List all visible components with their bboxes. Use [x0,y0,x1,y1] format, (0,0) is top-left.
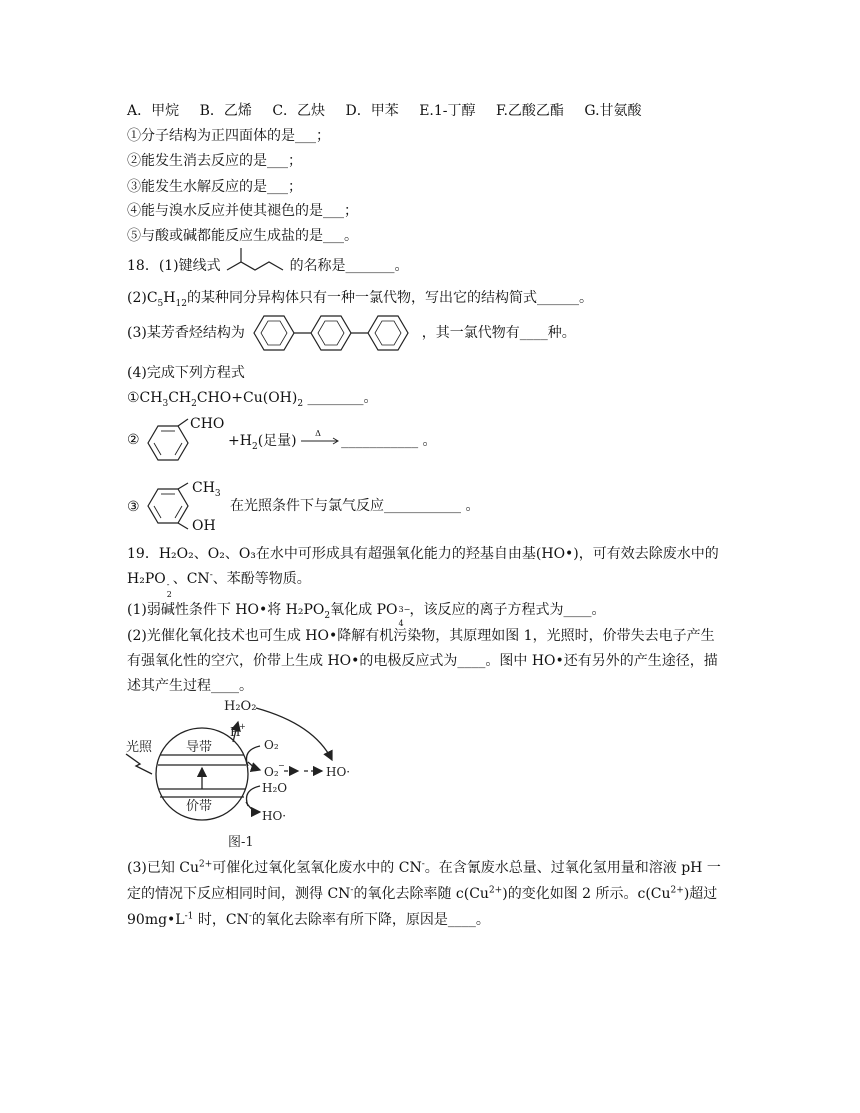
q18-p1-prefix: 18．(1)键线式 [127,258,221,274]
skeletal-formula [225,256,285,276]
q18-p2-b: H [163,290,176,306]
p3-l2-a: 定的情况下反应相同时间，测得 CN [127,886,351,902]
p3-l1-a: (3)已知 Cu [127,860,200,876]
p3-l3-sup2: - [248,911,252,922]
q19-p2-line2: 有强氧化性的空穴，价带上生成 HO•的电极反应式为____。图中 HO•还有另外的产生途径，描 [127,653,718,669]
p3-l1-c: 。在含氰废水总量、过氧化氢用量和溶液 pH 一 [424,860,721,876]
option-c: C．乙炔 [272,103,326,119]
ch3-text: CH [192,480,215,496]
option-d: D．甲苯 [345,103,399,119]
q18-p2-c: 的某种同分异构体只有一种一氯代物，写出它的结构简式______。 [186,290,593,306]
arrow-icon [301,434,341,448]
p3-l3-c: 的氧化去除率有所下降，原因是____。 [251,912,490,928]
conduction-band-label: 导带 [186,740,213,755]
terphenyl-icon [249,311,417,355]
p1-b: 氧化成 PO [330,602,398,618]
eq1-s3: 2 [297,398,304,409]
eq2-cho: CHO [190,416,225,432]
hplus-sup: + [239,722,246,731]
q19-p3-line1 [127,858,721,878]
q18-part3 [127,323,576,343]
eq2-s: 2 [251,441,258,452]
q17-item-1: ①分子结构为正四面体的是___； [127,128,330,144]
p1-c: ，该反应的离子方程式为____。 [409,602,606,618]
q18-p2-sub2: 12 [175,298,187,309]
figure-caption: 图-1 [228,835,254,850]
q18-eq3-num: ③ [127,499,140,515]
eq1-s1: 3 [162,398,169,409]
intro2-c: 、苯酚等物质。 [212,571,311,587]
terphenyl-structure [249,323,417,343]
h2o2-label: H₂O₂ [224,699,257,714]
q18-eq3-text: 在光照条件下与氯气反应___________ 。 [230,498,480,514]
light-label: 光照 [126,740,153,755]
heat-arrow [301,429,341,448]
eq1-b: CH [168,390,192,406]
eq2-a: +H [228,433,252,449]
q18-p2-a: (2)C [127,290,158,306]
p3-l1-sup2: - [421,859,425,870]
p3-l1-b: 可催化过氧化氢氧化废水中的 CN [212,860,422,876]
q17-item-2: ②能发生消去反应的是___； [127,153,302,169]
q18-p3-prefix: (3)某芳香烃结构为 [127,325,245,341]
photocatalysis-diagram [118,694,358,854]
q18-eq2 [228,431,437,451]
p3-l3-sup: -1 [184,911,194,922]
p3-l3-b: 时，CN [193,912,249,928]
p3-l2-b: 的氧化去除率随 c(Cu [353,886,489,902]
figure-1 [118,694,358,854]
q18-eq1 [127,388,378,408]
eq1-s2: 2 [191,398,197,409]
eq1-c: CHO+Cu(OH) [196,390,298,406]
option-b: B．乙烯 [199,103,252,119]
q18-p3-suffix: ，其一氯代物有____种。 [421,325,576,341]
cresol-ch3 [192,478,221,498]
o2-label: O₂ [264,738,279,752]
q19-p3-line3 [127,910,490,930]
option-f: F.乙酸乙酯 [495,103,564,119]
o2-minus-label: O₂ [264,765,279,779]
ho-label-2: HO· [262,809,287,823]
q17-item-4: ④能与溴水反应并使其褪色的是___； [127,203,358,219]
ch3-sub: 3 [214,488,221,499]
o2-minus-sup: − [278,761,285,770]
q19-intro-1: 19．H₂O₂、O₂、O₃在水中可形成具有超强氧化能力的羟基自由基(HO•)，可有效去除废水中的 [127,546,719,562]
p3-l2-sup3: 2+ [670,885,684,896]
q18-p1-suffix: 的名称是_______。 [289,258,409,274]
p3-l2-sup2: 2+ [488,885,503,896]
p1-sub: 2 [324,610,331,621]
option-e: E.1-丁醇 [419,103,476,119]
hplus-label: H [230,725,241,739]
option-g: G.甘氨酸 [584,103,642,119]
intro2-b: 、CN [172,571,210,587]
q17-options [127,101,658,121]
ho-label-1: HO· [326,765,351,779]
eq1-d: ________。 [303,390,378,406]
p3-l2-c: )的变化如图 2 所示。c(Cu [502,886,671,902]
delta-label: Δ [315,429,321,438]
q19-part1: (1)弱碱性条件下 HO•将 $H_2PO_2$氧化成 PO 3− 4 ，该反应的离子方程式为____。 [127,602,606,628]
q18-part4: (4)完成下列方程式 [127,365,245,381]
p3-l2-sup: - [350,885,354,896]
h2o-label: H₂O [262,781,288,795]
q18-p2-sub1: 5 [157,298,164,309]
valence-band-label: 价带 [186,799,213,814]
intro2-sup2: - [209,570,213,581]
q19-p2-line3: 述其产生过程____。 [127,678,253,694]
q18-part1 [127,256,409,276]
p3-l2-d: )超过 [683,886,718,902]
q17-item-5: ⑤与酸或碱都能反应生成盐的是___。 [127,228,358,244]
eq2-c: ___________ 。 [341,433,437,449]
p3-l1-sup: 2+ [199,859,213,870]
eq2-b: (足量) [257,433,297,449]
option-a: A．甲烷 [127,103,180,119]
cresol-oh: OH [192,518,216,534]
q19-p2-line1: (2)光催化氧化技术也可生成 HO•降解有机污染物，其原理如图 1，光照时，价带失去电子产生 [127,628,715,644]
q19-intro-2: H₂PO - 2 、CN-、苯酚等物质。 [127,570,311,599]
eq1-a: ①CH [127,390,163,406]
skeletal-formula-icon [225,246,285,276]
p1-a: (1)弱碱性条件下 HO•将 H₂PO [127,602,325,618]
intro2-a: H₂PO [127,571,166,587]
q19-p3-line2 [127,884,717,904]
q18-part2 [127,288,593,308]
q17-item-3: ③能发生水解反应的是___； [127,179,302,195]
q18-eq2-num: ② [127,432,140,448]
p3-l3-a: 90mg•L [127,912,185,928]
